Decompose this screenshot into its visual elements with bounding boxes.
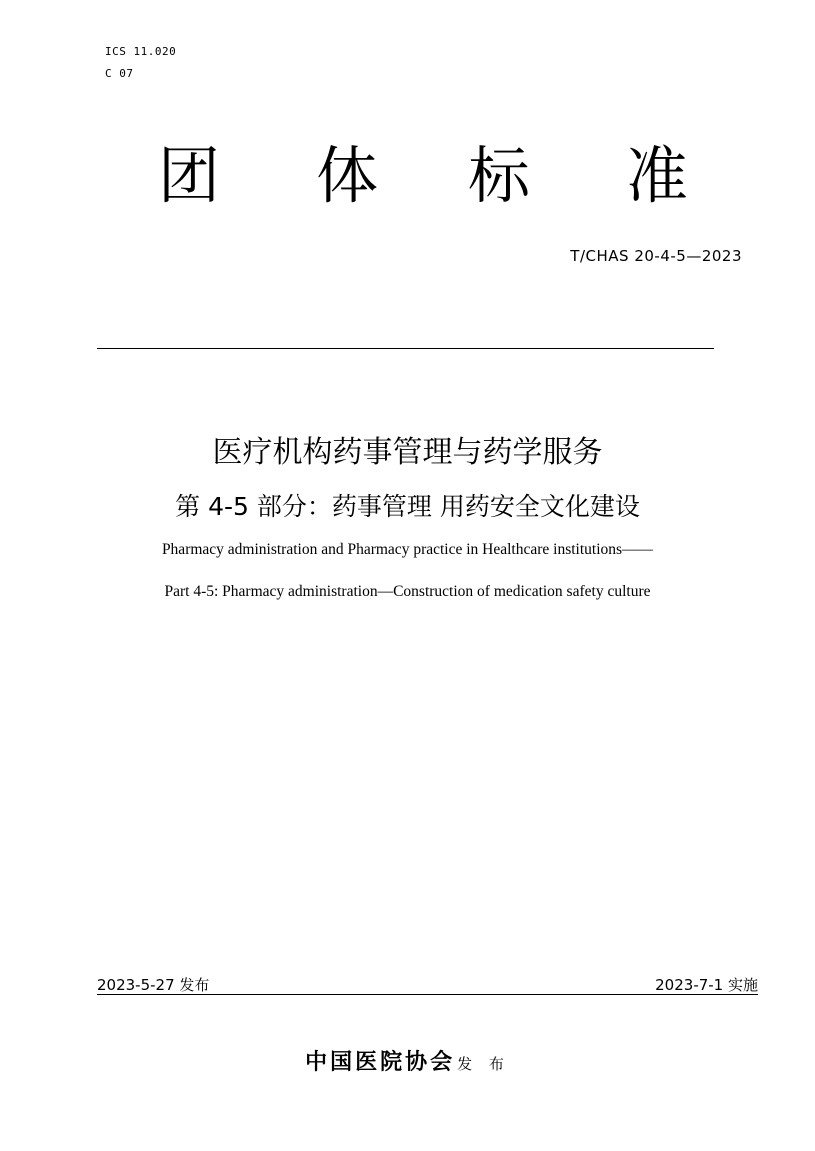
standard-type-char: 准 [626,139,689,212]
issuer-suffix: 发 布 [457,1055,510,1073]
standard-type-char: 标 [468,139,531,212]
document-subtitle: 第 4-5 部分：药事管理 用药安全文化建设 [175,492,640,521]
header-divider [97,348,714,349]
english-title-line-2: Part 4-5: Pharmacy administration—Construction of medication safety culture [164,583,651,600]
document-title: 医疗机构药事管理与药学服务 [212,435,603,470]
standard-code: T/CHAS 20-4-5—2023 [570,247,742,265]
implementation-date: 2023-7-1 实施 [655,976,758,994]
issuer-line [0,1048,815,1079]
issuer-name: 中国医院协会 [305,1050,456,1075]
ccs-code: C 07 [105,67,134,80]
ics-code: ICS 11.020 [105,45,177,58]
standard-type-char: 体 [316,139,379,212]
publish-date: 2023-5-27 发布 [97,976,210,994]
footer-divider [97,994,758,995]
english-title-line-1: Pharmacy administration and Pharmacy practice in Healthcare institutions—— [161,541,654,558]
standard-type-char: 团 [158,139,221,212]
